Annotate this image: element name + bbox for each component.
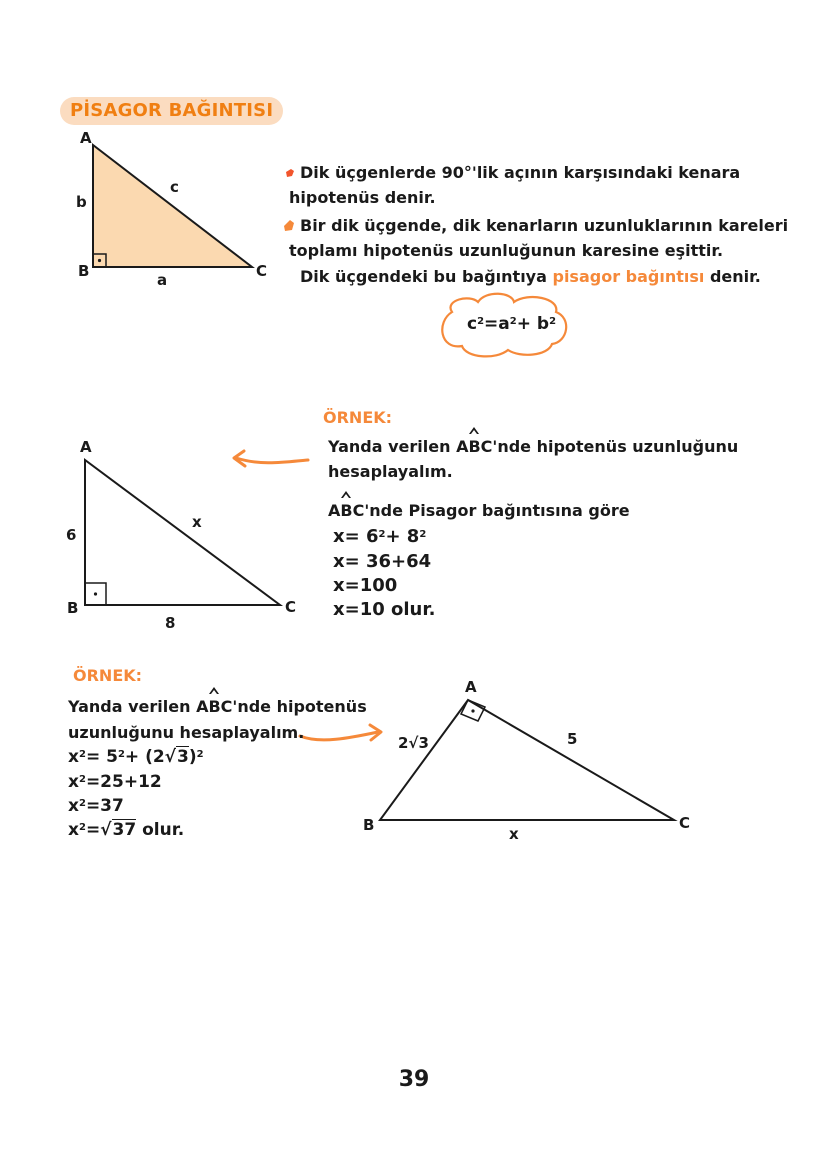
- intro-line3: [300, 266, 761, 288]
- vertex-b-3: B: [363, 816, 375, 834]
- abc-hat-3: ABC: [196, 697, 233, 716]
- example-1-line3: ABC'nde Pisagor bağıntısına göre: [328, 501, 630, 520]
- abc-hat-2: ABC: [328, 501, 365, 520]
- bullet-1-icon: [286, 169, 294, 177]
- example-2-line1: Yanda verilen ABC'nde hipotenüs: [68, 697, 367, 716]
- vertex-c-3: C: [679, 814, 691, 832]
- side-c-label-1: c: [170, 178, 179, 196]
- example-1-step2: x= 36+64: [333, 551, 432, 572]
- side-b-label-1: b: [76, 193, 87, 211]
- side-ac-label-2: x: [192, 513, 202, 531]
- triangle-abc-3: [380, 700, 674, 820]
- vertex-a-2: A: [80, 438, 92, 456]
- pythagoras-formula: $c^2=a^2+ b^2$: [467, 314, 557, 334]
- example-1-step1: $x= 6^2+ 8^2$: [333, 526, 427, 547]
- vertex-b-1: B: [78, 262, 90, 280]
- side-bc-label-2: 8: [165, 614, 176, 632]
- intro-line3-suffix: denir.: [709, 267, 761, 286]
- example-2-step3: $x^2=37$: [68, 796, 124, 816]
- section-title: PİSAGOR BAĞINTISI: [60, 97, 283, 125]
- intro-bullet2-line1: Bir dik üçgende, dik kenarların uzunluklarının kareleri: [300, 216, 789, 235]
- side-a-label-1: a: [157, 271, 168, 289]
- page-number: 39: [398, 1067, 430, 1092]
- side-ab-label-3: 2√3: [398, 734, 429, 752]
- right-angle-dot-1: [98, 259, 101, 262]
- vertex-a-1: A: [80, 129, 92, 147]
- example-2-step2: $x^2=25+12$: [68, 772, 162, 792]
- bullet-2-icon: [284, 220, 294, 231]
- example-1-step4: x=10 olur.: [333, 599, 436, 620]
- intro-bullet1-line2: hipotenüs denir.: [289, 188, 436, 207]
- side-bc-label-3: x: [509, 825, 519, 843]
- intro-line3-highlight: pisagor bağıntısı: [552, 267, 705, 286]
- triangle-abc-2: [85, 460, 280, 605]
- example-2-label: ÖRNEK:: [73, 666, 143, 685]
- arrow-2-icon: [300, 732, 378, 740]
- vertex-a-3: A: [465, 678, 477, 696]
- example-2-step4: $x^2=√37$ olur.: [68, 820, 185, 840]
- vertex-b-2: B: [67, 599, 79, 617]
- example-2-step1: $x^2= 5^2+ (2√3)^2$: [68, 747, 204, 767]
- abc-hat-1: ABC: [456, 437, 493, 456]
- side-ab-label-2: 6: [66, 526, 77, 544]
- vertex-c-2: C: [285, 598, 297, 616]
- intro-line3-prefix: Dik üçgendeki bu bağıntıya: [300, 267, 547, 286]
- side-ac-label-3: 5: [567, 730, 578, 748]
- intro-bullet1-line1: Dik üçgenlerde 90°'lik açının karşısındaki kenara: [300, 163, 741, 182]
- triangle-abc-1: [93, 145, 252, 267]
- example-1-label: ÖRNEK:: [323, 408, 393, 427]
- vertex-c-1: C: [256, 262, 268, 280]
- intro-bullet2-line2: toplamı hipotenüs uzunluğunun karesine eşittir.: [289, 241, 724, 260]
- example-2-line2: uzunluğunu hesaplayalım.: [68, 723, 305, 742]
- example-1-line1: Yanda verilen ABC'nde hipotenüs uzunluğunu: [328, 437, 739, 456]
- arrow-1-icon: [236, 458, 308, 463]
- example-1-line2: hesaplayalım.: [328, 462, 453, 481]
- example-1-step3: x=100: [333, 575, 398, 596]
